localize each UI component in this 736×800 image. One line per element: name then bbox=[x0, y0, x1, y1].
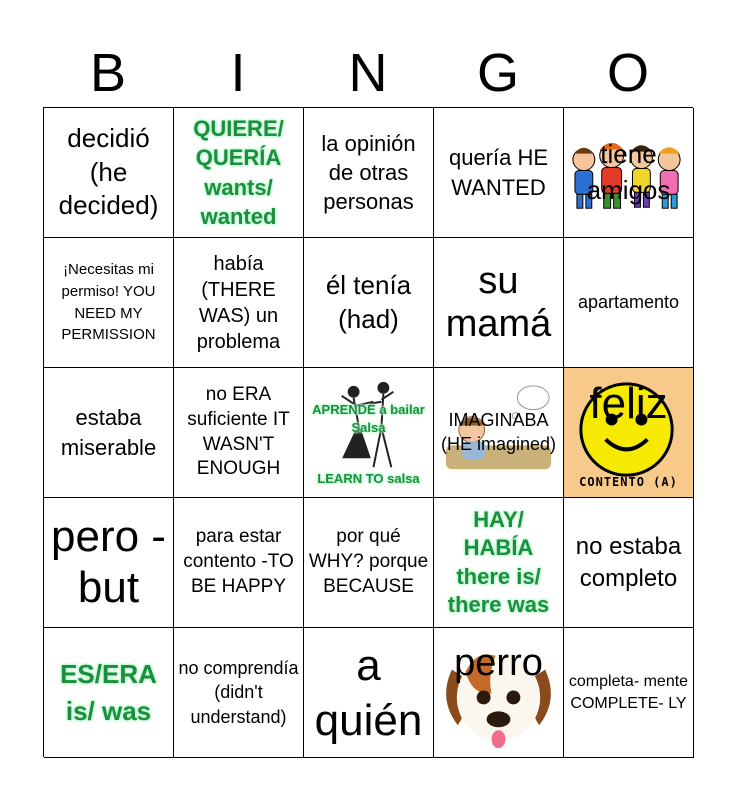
bingo-grid bbox=[43, 107, 693, 757]
header-letter-i: I bbox=[230, 43, 246, 103]
cell-r5c2[interactable] bbox=[174, 628, 304, 758]
header-letter-o: O bbox=[606, 43, 649, 103]
cell-text-bottom: LEARN TO salsa bbox=[317, 471, 420, 486]
cell-r1c1[interactable] bbox=[44, 108, 174, 238]
cell-text: QUIERE/ QUERÍA wants/ wanted bbox=[193, 116, 284, 229]
cell-r5c5[interactable] bbox=[564, 628, 694, 758]
cell-r4c3[interactable] bbox=[304, 498, 434, 628]
cell-r5c4[interactable] bbox=[434, 628, 564, 758]
cell-r4c1[interactable] bbox=[44, 498, 174, 628]
cell-r1c2[interactable] bbox=[174, 108, 304, 238]
cell-r3c2[interactable] bbox=[174, 368, 304, 498]
cell-r3c4[interactable] bbox=[434, 368, 564, 498]
header-letter-n: N bbox=[348, 43, 388, 103]
cell-r3c3[interactable] bbox=[304, 368, 434, 498]
cell-r3c1[interactable] bbox=[44, 368, 174, 498]
cell-r4c2[interactable] bbox=[174, 498, 304, 628]
header-letter-b: B bbox=[89, 43, 127, 103]
cell-text: su mamá bbox=[445, 259, 552, 345]
cell-text: decidió (he decided) bbox=[58, 122, 159, 221]
cell-text: a quién bbox=[314, 640, 423, 745]
cell-text-top: APRENDE a bailar Salsa bbox=[312, 402, 425, 435]
cell-text: no estaba completo bbox=[575, 533, 682, 592]
cell-text: estaba miserable bbox=[60, 405, 157, 460]
cell-text: ¡Necesitas mi permiso! YOU NEED MY PERMISSION bbox=[61, 261, 156, 344]
cell-r5c1[interactable] bbox=[44, 628, 174, 758]
cell-text: ES/ERA is/ was bbox=[60, 659, 157, 726]
cell-word: feliz bbox=[589, 379, 668, 428]
cell-text: IMAGINABA (HE imagined) bbox=[440, 410, 557, 454]
cell-text: había (THERE WAS) un problema bbox=[196, 252, 281, 353]
cell-label: CONTENTO (A) bbox=[579, 475, 678, 489]
cell-r2c5[interactable] bbox=[564, 238, 694, 368]
header-letter-g: G bbox=[476, 43, 519, 103]
cell-text: no comprendía (didn't understand) bbox=[178, 658, 299, 727]
cell-r2c3[interactable] bbox=[304, 238, 434, 368]
cell-text: perro bbox=[454, 642, 543, 684]
cell-r2c4[interactable] bbox=[434, 238, 564, 368]
bingo-header bbox=[43, 40, 693, 106]
cell-text: quería HE WANTED bbox=[448, 145, 549, 200]
cell-text: no ERA suficiente IT WASN'T ENOUGH bbox=[187, 384, 290, 480]
cell-r4c5[interactable] bbox=[564, 498, 694, 628]
cell-r4c4[interactable] bbox=[434, 498, 564, 628]
cell-text: apartamento bbox=[577, 291, 680, 312]
cell-r2c2[interactable] bbox=[174, 238, 304, 368]
cell-text: él tenía (had) bbox=[325, 269, 412, 334]
cell-r2c1[interactable] bbox=[44, 238, 174, 368]
cell-text: para estar contento -TO BE HAPPY bbox=[183, 526, 294, 597]
cell-r1c5[interactable] bbox=[564, 108, 694, 238]
cell-text: la opinión de otras personas bbox=[321, 130, 416, 215]
cell-r1c4[interactable] bbox=[434, 108, 564, 238]
cell-r5c3[interactable] bbox=[304, 628, 434, 758]
cell-text: completa- mente COMPLETE- LY bbox=[568, 672, 689, 712]
cell-r1c3[interactable] bbox=[304, 108, 434, 238]
cell-text: pero - but bbox=[51, 511, 166, 612]
cell-text: tiene amigos bbox=[586, 138, 671, 205]
cell-text: HAY/ HABÍA there is/ there was bbox=[447, 507, 550, 617]
cell-r3c5[interactable] bbox=[564, 368, 694, 498]
cell-text: por qué WHY? porque BECAUSE bbox=[308, 526, 429, 597]
